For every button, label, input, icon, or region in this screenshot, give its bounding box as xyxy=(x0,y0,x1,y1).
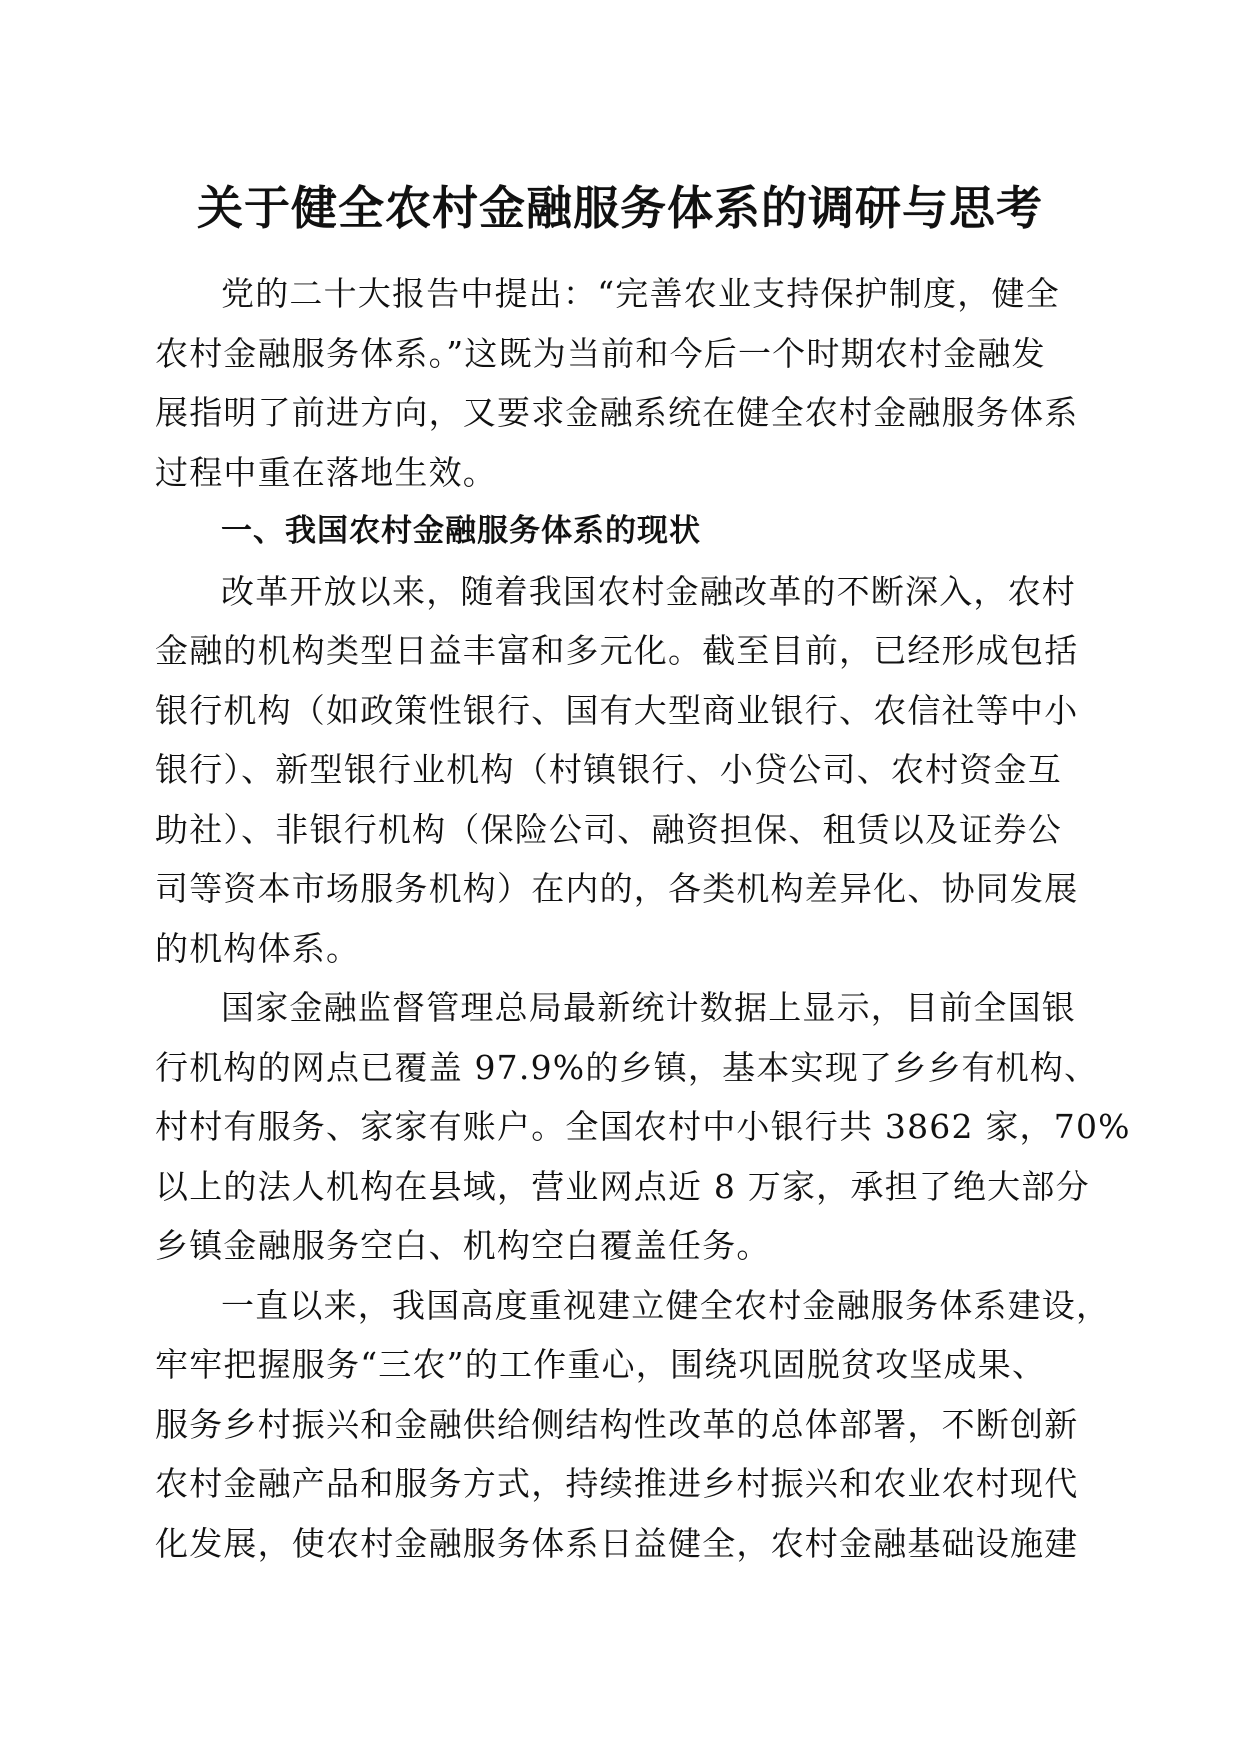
text-line: 的机构体系。 xyxy=(155,928,361,968)
text-line: 银行机构（如政策性银行、国有大型商业银行、农信社等中小 xyxy=(155,690,1079,730)
document-title: 关于健全农村金融服务体系的调研与思考 xyxy=(197,181,1043,235)
text-line: 乡镇金融服务空白、机构空白覆盖任务。 xyxy=(155,1226,771,1265)
text-line: 金融的机构类型日益丰富和多元化。截至目前，已经形成包括 xyxy=(155,631,1079,670)
text-line: 党的二十大报告中提出：“完善农业支持保护制度，健全 xyxy=(221,274,1060,313)
document-body xyxy=(155,264,1131,1573)
text-line: 一直以来，我国高度重视建立健全农村金融服务体系建设， xyxy=(221,1285,1111,1325)
text-line: 司等资本市场服务机构）在内的，各类机构差异化、协同发展 xyxy=(155,869,1079,908)
text-line: 农村金融服务体系。”这既为当前和今后一个时期农村金融发 xyxy=(155,333,1046,373)
section-heading-text: 一、我国农村金融服务体系的现状 xyxy=(221,513,701,549)
text-line: 牢牢把握服务“三农”的工作重心，围绕巩固脱贫攻坚成果、 xyxy=(155,1345,1047,1384)
text-line: 行机构的网点已覆盖 97.9%的乡镇，基本实现了乡乡有机构、 xyxy=(155,1047,1099,1087)
paragraph-intro xyxy=(155,264,1079,502)
paragraph-policy xyxy=(155,1276,1111,1574)
text-line: 农村金融产品和服务方式，持续推进乡村振兴和农业农村现代 xyxy=(155,1464,1079,1503)
text-line: 化发展，使农村金融服务体系日益健全，农村金融基础设施建 xyxy=(155,1523,1079,1563)
paragraph-institutions xyxy=(155,562,1079,979)
text-line: 展指明了前进方向，又要求金融系统在健全农村金融服务体系 xyxy=(155,393,1079,432)
section-heading xyxy=(155,502,1055,562)
text-line: 国家金融监督管理总局最新统计数据上显示，目前全国银 xyxy=(221,988,1076,1027)
text-line: 银行）、新型银行业机构（村镇银行、小贷公司、农村资金互 xyxy=(155,750,1062,789)
text-line: 村村有服务、家家有账户。全国农村中小银行共 3862 家，70% xyxy=(155,1107,1131,1146)
text-line: 助社）、非银行机构（保险公司、融资担保、租赁以及证券公 xyxy=(155,809,1062,849)
text-line: 过程中重在落地生效。 xyxy=(155,452,497,492)
text-line: 服务乡村振兴和金融供给侧结构性改革的总体部署，不断创新 xyxy=(155,1404,1079,1444)
paragraph-statistics xyxy=(155,978,1131,1276)
text-line: 改革开放以来，随着我国农村金融改革的不断深入，农村 xyxy=(221,571,1076,611)
text-line: 以上的法人机构在县域，营业网点近 8 万家，承担了绝大部分 xyxy=(155,1166,1090,1206)
